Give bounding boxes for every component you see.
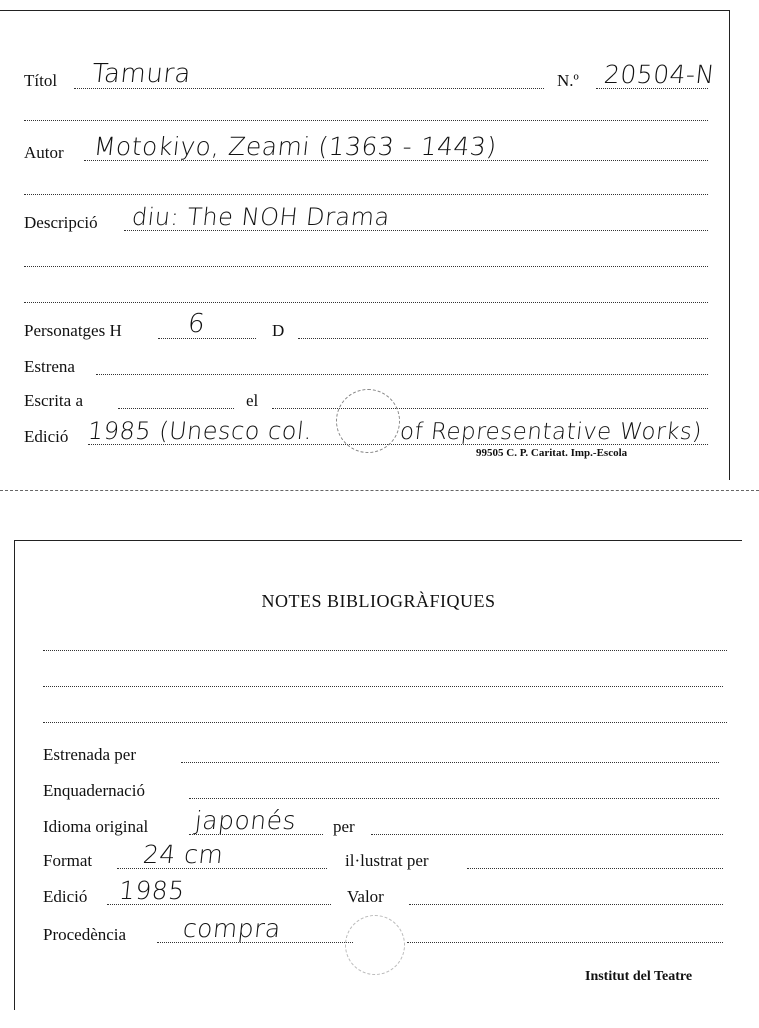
enquadernacio-label: Enquadernació <box>43 781 145 800</box>
idioma-per-dotted-line <box>371 834 723 835</box>
printer-imprint: 99505 C. P. Caritat. Imp.-Escola <box>476 447 628 459</box>
dotted-line <box>43 650 727 651</box>
card-separator <box>0 490 759 491</box>
estrenada-dotted-line <box>181 762 719 763</box>
format-row <box>15 840 743 873</box>
edicio-label: Edició <box>24 427 69 446</box>
blank-line-2 <box>0 169 730 199</box>
dotted-line <box>24 266 708 267</box>
dotted-line <box>24 302 708 303</box>
idioma-value: japonés <box>193 806 298 835</box>
dotted-line <box>24 120 708 121</box>
autor-row <box>0 132 730 165</box>
num-value: 20504-N <box>602 60 717 89</box>
illustrat-dotted-line <box>467 868 723 869</box>
autor-value: Motokiyo, Zeami (1363 - 1443) <box>92 132 499 161</box>
valor-dotted-line <box>409 904 723 905</box>
enquadernacio-row <box>15 773 743 803</box>
num-label: N.º <box>557 71 579 90</box>
procedencia-value: compra <box>181 914 283 943</box>
blank-line-1 <box>0 95 730 125</box>
punch-hole-mark <box>336 389 400 453</box>
personatges-label: Personatges H <box>24 321 122 340</box>
personatges-row <box>0 309 730 343</box>
enquadernacio-dotted-line <box>189 798 719 799</box>
procedencia-dotted-line-2 <box>407 942 723 943</box>
dotted-line <box>24 194 708 195</box>
punch-hole-mark <box>345 915 405 975</box>
notes-line-2 <box>15 661 743 691</box>
notes-line-1 <box>15 625 743 655</box>
blank-line-3 <box>0 241 730 271</box>
notes-line-3 <box>15 697 743 727</box>
edicio-back-row <box>15 876 743 909</box>
notes-heading: NOTES BIBLIOGRÀFIQUES <box>261 591 496 611</box>
personatges-d-dotted-line <box>298 338 708 339</box>
estrenada-row <box>15 737 743 767</box>
procedencia-label: Procedència <box>43 925 127 944</box>
descripcio-row <box>0 205 730 235</box>
edicio-back-value: 1985 <box>117 876 187 905</box>
estrena-label: Estrena <box>24 357 75 376</box>
autor-label: Autor <box>24 143 64 162</box>
descripcio-value: diu: The NOH Drama <box>130 203 392 231</box>
estrenada-label: Estrenada per <box>43 745 136 764</box>
idioma-per-label: per <box>333 817 355 836</box>
descripcio-label: Descripció <box>24 213 98 232</box>
titol-row <box>0 59 730 93</box>
personatges-d-label: D <box>272 321 285 340</box>
edicio-value-part2: of Representative Works) <box>398 419 704 445</box>
escrita-label: Escrita a <box>24 391 83 410</box>
institution-name: Institut del Teatre <box>585 969 693 984</box>
format-label: Format <box>43 851 93 870</box>
titol-value: Tamura <box>90 59 193 89</box>
estrena-dotted-line <box>96 374 708 375</box>
personatges-h-dotted-line <box>158 338 256 339</box>
valor-label: Valor <box>347 887 384 906</box>
estrena-row <box>0 349 730 379</box>
escrita-a-dotted-line <box>118 408 234 409</box>
illustrat-label: il·lustrat per <box>345 851 429 870</box>
edicio-value-part1: 1985 (Unesco col. <box>86 417 314 445</box>
catalog-card-back <box>14 540 742 1010</box>
blank-line-4 <box>0 277 730 307</box>
el-label: el <box>246 391 259 410</box>
dotted-line <box>43 686 723 687</box>
personatges-h-value: 6 <box>186 309 207 339</box>
edicio-back-label: Edició <box>43 887 88 906</box>
titol-label: Títol <box>24 71 58 90</box>
format-value: 24 cm <box>141 840 225 869</box>
idioma-row <box>15 806 743 839</box>
dotted-line <box>43 722 727 723</box>
idioma-label: Idioma original <box>43 817 149 836</box>
catalog-card-front <box>0 10 730 480</box>
